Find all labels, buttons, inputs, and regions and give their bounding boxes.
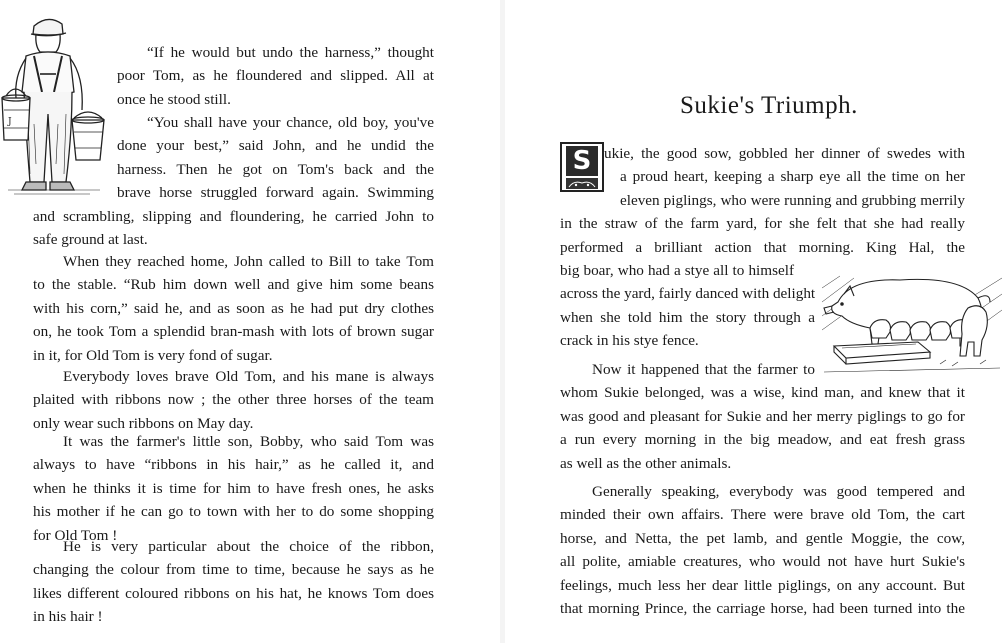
text-line: safe ground at last. xyxy=(33,231,148,249)
text-line: a run every morning in the big meadow, and eat fresh grass xyxy=(560,431,965,449)
text-line: When they reached home, John called to Bill to take Tom xyxy=(63,253,434,270)
text-line: for Old Tom ! xyxy=(33,526,118,544)
text-line: eleven piglings, who were running and grubbing merrily xyxy=(620,191,965,209)
text-line: when she told him the story through a xyxy=(560,308,815,326)
left-page xyxy=(0,0,500,643)
text-line: He is very particular about the choice of the ribbon, xyxy=(63,538,434,555)
right-page xyxy=(505,0,1008,643)
text-line: crack in his stye fence. xyxy=(560,332,699,350)
text-line: on, he took Tom a splendid bran-mash with lots of brown sugar xyxy=(33,323,434,341)
paragraph-generally-speaking xyxy=(560,480,965,620)
text-line: only wear such ribbons on May day. xyxy=(33,414,254,432)
text-line: a proud heart, keeping a sharp eye all the time on her xyxy=(620,168,965,186)
text-line: poor Tom, as he floundered and slipped. All at xyxy=(117,67,434,85)
text-line: performed a brilliant action that morning. King Hal, the xyxy=(560,238,965,256)
paragraph-everybody-loves xyxy=(33,365,434,435)
text-line: was good and pleasant for Sukie and her merry piglings to go for xyxy=(560,407,965,425)
text-line: brave horse struggled forward again. Swimming xyxy=(117,184,434,202)
text-line: in the straw of the farm yard, for she felt that she had really xyxy=(560,215,965,233)
chapter-title: Sukie's Triumph. xyxy=(680,92,858,119)
paragraph-particular xyxy=(33,535,434,629)
paragraph-reached-home xyxy=(33,250,434,367)
paragraph-harness xyxy=(117,41,434,111)
text-line: whom Sukie belonged, was a wise, kind man, and knew that it xyxy=(560,384,965,402)
text-line: always to have “ribbons in his hair,” as he called it, and xyxy=(33,456,434,474)
text-line: minded their own affairs. There were brave old Tom, the cart xyxy=(560,506,965,524)
text-line: when he thinks it is time for him to have fresh ones, he asks xyxy=(33,479,434,497)
text-line: as well as the other animals. xyxy=(560,454,732,472)
text-line: ukie, the good sow, gobbled her dinner of swedes with xyxy=(604,145,965,162)
text-line: in it, for Old Tom is very fond of sugar. xyxy=(33,346,273,364)
text-line: Everybody loves brave Old Tom, and his mane is always xyxy=(63,368,434,385)
text-line: once he stood still. xyxy=(117,90,231,108)
text-line: across the yard, fairly danced with delight xyxy=(560,285,816,303)
text-line: Generally speaking, everybody was good tempered and xyxy=(592,483,965,500)
text-line: in his hair ! xyxy=(33,608,103,626)
text-line: plaited with ribbons now ; the other three horses of the team xyxy=(33,391,434,409)
text-line: “You shall have your chance, old boy, you've xyxy=(147,114,434,131)
paragraph-chance xyxy=(33,111,434,251)
boy-carrying-buckets-illustration xyxy=(0,14,108,196)
text-line: feelings, much less her dear little piglings, on any account. But xyxy=(560,576,965,594)
text-line: It was the farmer's little son, Bobby, who said Tom was xyxy=(63,433,434,450)
text-line: changing the colour from time to time, because he says as he xyxy=(33,561,434,579)
text-line: likes different coloured ribbons on his hat, he knows Tom does xyxy=(33,584,434,602)
text-line: with his corn,” said he, and as soon as he had put dry clothes xyxy=(33,299,434,317)
text-line: harness. Then he got on Tom's back and the xyxy=(117,160,434,178)
text-line: “If he would but undo the harness,” thought xyxy=(147,44,434,61)
text-line: Now it happened that the farmer to xyxy=(592,361,815,378)
text-line: his mother if he can go to town with her to do some shopping xyxy=(33,503,434,521)
svg-text:J: J xyxy=(8,117,12,127)
text-line: that morning Prince, the carriage horse, had been turned into the xyxy=(560,600,965,618)
text-line: to the stable. “Rub him down well and give him some beans xyxy=(33,276,434,294)
text-line: done your best,” said John, and he undid the xyxy=(117,137,434,155)
drop-cap-letter: S xyxy=(566,146,598,176)
text-line: horse, and Netta, the pet lamb, and gentle Moggie, the cow, xyxy=(560,529,965,547)
text-line: and scrambling, slipping and floundering, he carried John to xyxy=(33,207,434,225)
text-line: big boar, who had a stye all to himself xyxy=(560,262,794,280)
text-line: all polite, amiable creatures, who would not have hurt Sukie's xyxy=(560,553,965,571)
paragraph-bobby xyxy=(33,430,434,547)
paragraph-farmer xyxy=(560,358,965,475)
